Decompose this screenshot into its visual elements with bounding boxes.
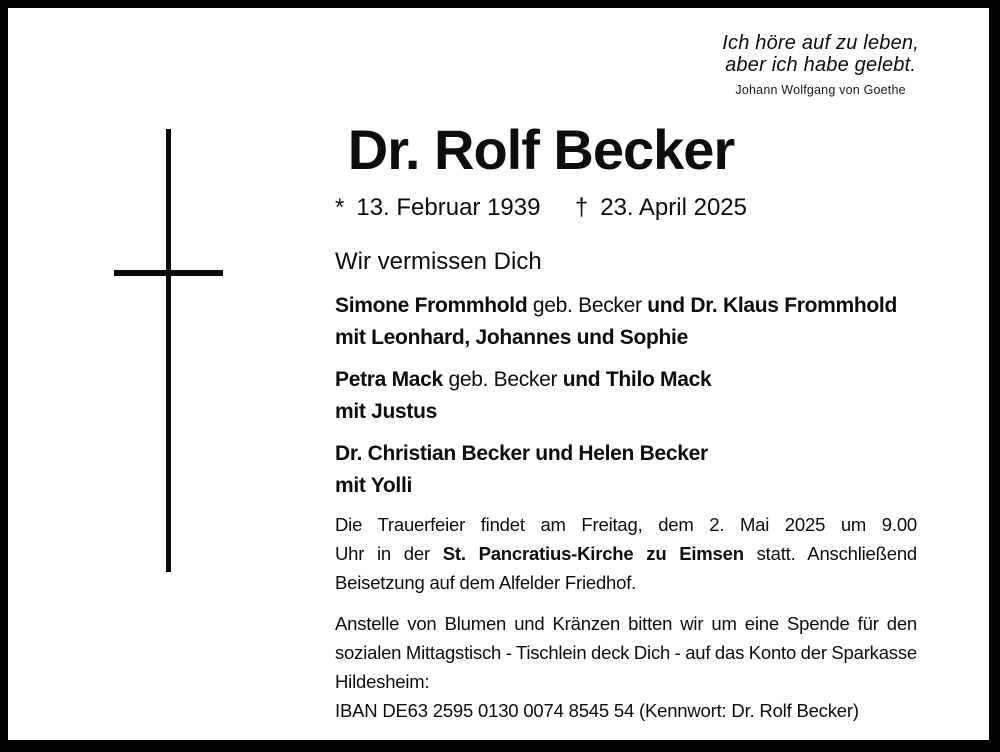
death-date: 23. April 2025 xyxy=(600,194,747,221)
funeral-line2-post: statt. Anschließend xyxy=(743,543,917,564)
deceased-name: Dr. Rolf Becker xyxy=(347,118,735,181)
mourner-children-line: mit Yolli xyxy=(335,474,413,497)
mourner-family-mack xyxy=(335,364,917,428)
funeral-line2-pre: Uhr in der xyxy=(335,543,443,564)
mourner-children-line: mit Leonhard, Johannes und Sophie xyxy=(335,326,688,349)
birth-star-icon: * xyxy=(335,194,345,221)
funeral-notice-line-1: Die Trauerfeier findet am Freitag, dem 2. Mai 2025 um 9.00 xyxy=(335,514,917,535)
mourner-names-line xyxy=(335,364,917,396)
mourner-primary: Dr. Christian Becker und Helen Becker xyxy=(335,442,708,465)
mourner-primary: Petra Mack xyxy=(335,368,443,391)
mourner-children-line: mit Justus xyxy=(335,400,438,423)
quote-block xyxy=(722,32,919,97)
mourner-primary: Simone Frommhold xyxy=(335,294,528,317)
mourner-family-becker xyxy=(335,438,917,502)
mourner-secondary: und Dr. Klaus Frommhold xyxy=(647,294,897,317)
funeral-notice-line-3: Beisetzung auf dem Alfelder Friedhof. xyxy=(335,572,637,593)
mourner-family-frommhold xyxy=(335,290,917,354)
church-name: St. Pancratius-Kirche zu Eimsen xyxy=(442,543,744,564)
donation-notice-line-3: Hildesheim: xyxy=(335,671,430,692)
donation-notice-line-2: sozialen Mittagstisch - Tischlein deck Dich - auf das Konto der Sparkasse xyxy=(335,642,917,663)
mourner-maiden: geb. Becker xyxy=(527,294,648,317)
cross-icon xyxy=(166,129,171,572)
mourner-maiden: geb. Becker xyxy=(442,368,563,391)
birth-date: 13. Februar 1939 xyxy=(356,194,541,221)
header xyxy=(335,120,747,222)
birth-date-group xyxy=(335,194,540,222)
cross-icon-bar xyxy=(114,270,223,276)
death-date-group xyxy=(575,194,747,222)
life-dates xyxy=(335,194,747,222)
mourner-names-line xyxy=(335,290,917,322)
funeral-notice xyxy=(335,510,917,597)
bank-account-line: IBAN DE63 2595 0130 0074 8545 54 (Kennwort: Dr. Rolf Becker) xyxy=(335,700,859,721)
farewell-line: Wir vermissen Dich xyxy=(335,248,542,275)
quote-attribution: Johann Wolfgang von Goethe xyxy=(735,83,906,97)
mourner-names-line xyxy=(335,438,917,470)
death-cross-icon: † xyxy=(574,194,589,221)
donation-notice xyxy=(335,609,917,696)
quote-line-2: aber ich habe gelebt. xyxy=(725,54,917,76)
mourner-secondary: und Thilo Mack xyxy=(562,368,712,391)
quote-line-1: Ich höre auf zu leben, xyxy=(722,32,919,54)
funeral-notice-line-2 xyxy=(335,539,917,568)
donation-notice-line-1: Anstelle von Blumen und Kränzen bitten wir um eine Spende für den xyxy=(335,613,917,634)
